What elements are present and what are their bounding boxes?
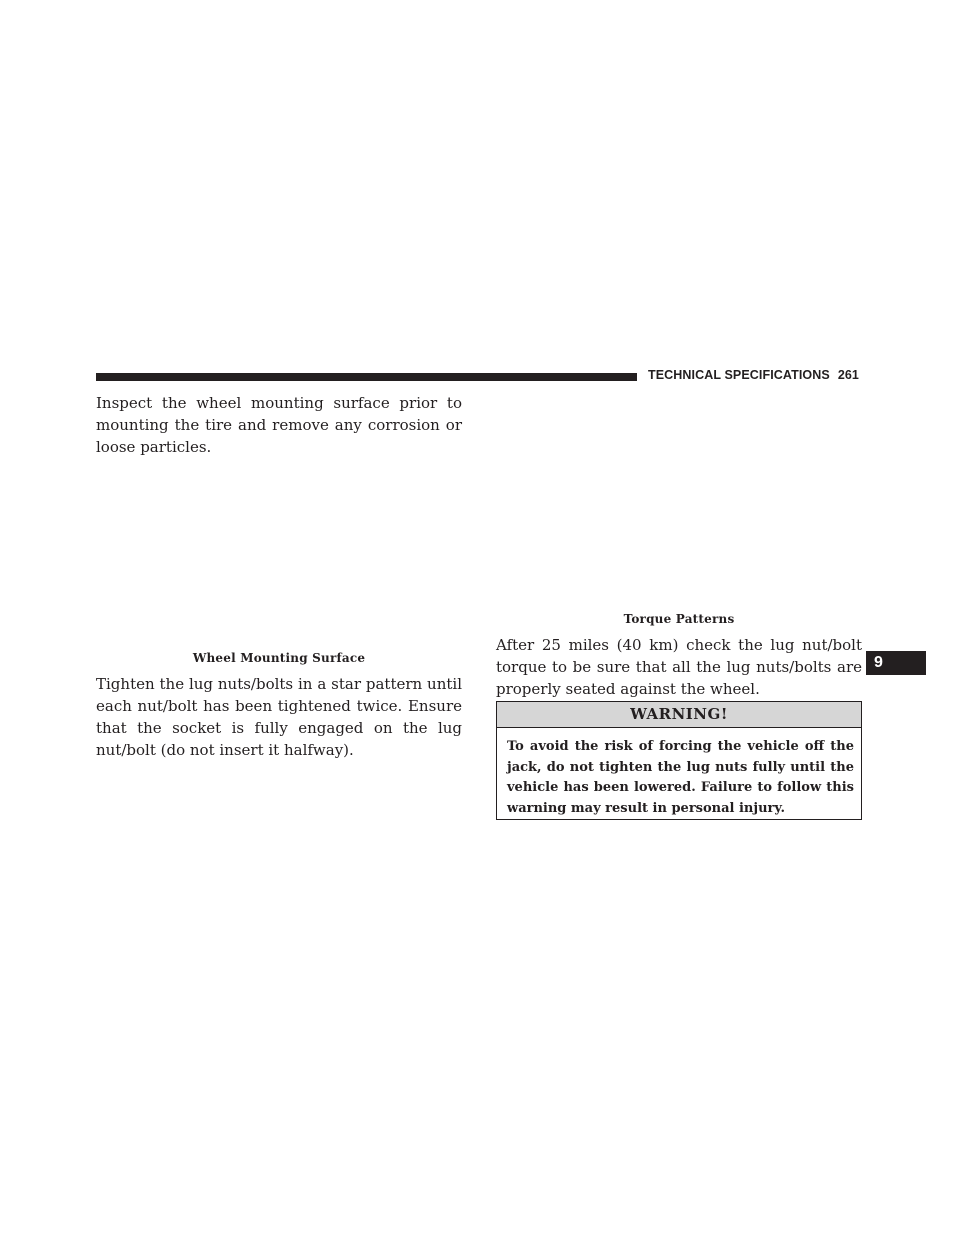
- warning-title: WARNING!: [497, 702, 861, 728]
- warning-box: [496, 701, 862, 820]
- page-number: 261: [837, 368, 859, 382]
- torque-check-paragraph: After 25 miles (40 km) check the lug nut/bolt torque to be sure that all the lug nuts/bolts are properly seated against the wheel.: [496, 636, 862, 698]
- section-title: TECHNICAL SPECIFICATIONS: [648, 368, 830, 382]
- figure-caption-wheel-mounting-surface: Wheel Mounting Surface: [192, 651, 366, 665]
- figure-caption-torque-patterns: Torque Patterns: [623, 612, 735, 626]
- chapter-tab: 9: [866, 651, 926, 675]
- header-rule: [96, 373, 637, 381]
- warning-text: To avoid the risk of forcing the vehicle off the jack, do not tighten the lug nuts fully until the vehicle has been lowered. Failure to follow this warning may result in personal injury.: [507, 739, 854, 816]
- intro-paragraph: Inspect the wheel mounting surface prior to mounting the tire and remove any corrosion or loose particles.: [96, 394, 462, 456]
- running-header: [648, 368, 859, 382]
- tighten-paragraph: Tighten the lug nuts/bolts in a star pattern until each nut/bolt has been tightened twice. Ensure that the socket is fully engaged on the lug nut/bolt (do not insert it halfway).: [96, 675, 462, 759]
